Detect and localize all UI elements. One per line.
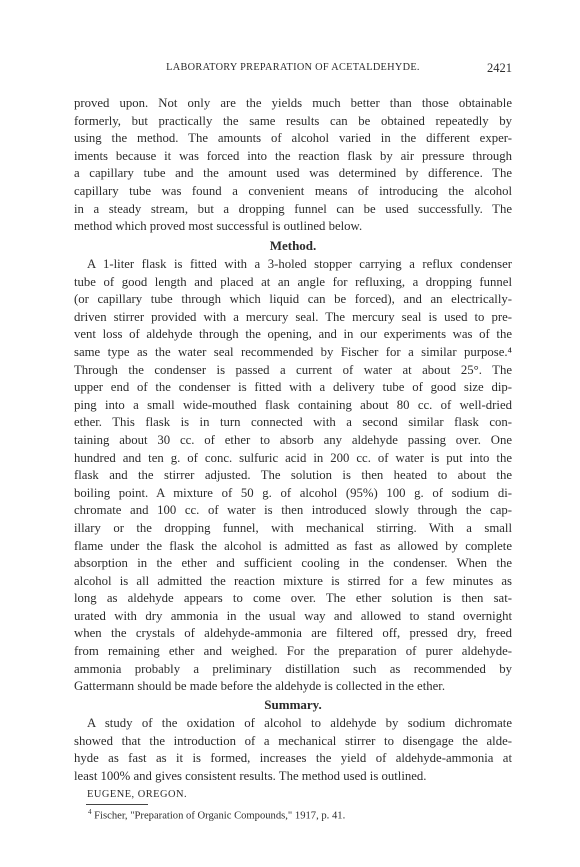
- text-line: ether. This flask is in turn connected with a second similar flask con-: [74, 415, 512, 430]
- text-line: driven stirrer provided with a mercury seal. The mercury seal is used to pre-: [74, 309, 512, 324]
- text-line: boiling point. A mixture of 50 g. of alcohol (95%) 100 g. of sodium di-: [74, 485, 512, 500]
- footnote-marker: 4: [88, 808, 92, 816]
- section-heading-method: Method.: [269, 238, 317, 253]
- text-line: upper end of the condenser is fitted with a delivery tube of good size dip-: [74, 380, 512, 395]
- text-line: iments because it was forced into the reaction flask by air pressure through: [74, 148, 512, 163]
- text-line: method which proved most successful is outlined below.: [74, 219, 363, 234]
- text-line: (or capillary tube through which liquid can be forced), and an electrically-: [74, 292, 512, 307]
- page-number: 2421: [487, 61, 512, 75]
- intro-paragraph: [74, 95, 512, 236]
- summary-section: [74, 695, 512, 785]
- text-line: long as aldehyde appears to come over. The ether solution is then sat-: [74, 591, 512, 606]
- running-head: [74, 62, 512, 78]
- text-line: Through the condenser is passed a current of water at about 25°. The: [74, 362, 512, 377]
- text-line: chromate and 100 cc. of water is then introduced slowly through the cap-: [74, 503, 512, 518]
- text-line: using the method. The amounts of alcohol varied in the different exper-: [74, 131, 512, 146]
- text-line: ammonia probably a preliminary distillation such as recommended by: [74, 661, 512, 676]
- text-line: hyde as fast as it is formed, increases the yield of aldehyde-ammonia at: [74, 751, 512, 766]
- text-line: in a steady stream, but a dropping funnel can be used successfully. The: [74, 201, 512, 216]
- text-line: showed that the introduction of a mechanical stirrer to disengage the alde-: [74, 733, 512, 748]
- text-line: taining about 30 cc. of ether to absorb any aldehyde passing over. One: [74, 432, 512, 447]
- text-line: formerly, but practically the same results can be obtained repeatedly by: [74, 113, 512, 128]
- text-line: A 1-liter flask is fitted with a 3-holed stopper carrying a reflux condenser: [87, 257, 512, 271]
- text-line: tube of good length and placed at an angle for refluxing, a dropping funnel: [74, 274, 512, 289]
- text-line: same type as the water seal recommended by Fischer for a similar purpose.⁴: [74, 344, 512, 359]
- text-line: A study of the oxidation of alcohol to aldehyde by sodium dichromate: [87, 716, 512, 730]
- text-line: Gattermann should be made before the aldehyde is collected in the ether.: [74, 679, 446, 694]
- text-line: least 100% and gives consistent results. The method used is outlined.: [74, 768, 427, 783]
- text-line: vent loss of aldehyde through the opening, and in our experiments was of the: [74, 327, 512, 342]
- text-line: flame under the flask the alcohol is admitted as fast as allowed by complete: [74, 538, 512, 553]
- text-line: absorption in the ether and sufficient cooling in the condenser. When the: [74, 556, 512, 571]
- footnote-text: Fischer, "Preparation of Organic Compounds," 1917, p. 41.: [94, 810, 346, 822]
- text-line: a capillary tube and the amount used was determined by difference. The: [74, 166, 512, 181]
- text-line: hundred and ten g. of conc. sulfuric acid in 200 cc. of water is put into the: [74, 450, 512, 465]
- text-line: alcohol is all admitted the reaction mixture is stirred for a few minutes as: [74, 573, 512, 588]
- text-line: from remaining ether and weighed. For the preparation of purer aldehyde-: [74, 644, 512, 659]
- author-location: EUGENE, OREGON.: [87, 789, 188, 800]
- running-title: LABORATORY PREPARATION OF ACETALDEHYDE.: [166, 62, 420, 73]
- footnote: [74, 805, 512, 820]
- text-line: illary or the dropping funnel, with mechanical stirring. With a small: [74, 520, 512, 535]
- text-line: capillary tube was found a convenient means of introducing the alcohol: [74, 183, 512, 198]
- end-matter: [74, 786, 512, 820]
- text-line: urated with dry ammonia in the usual way and allowed to stand overnight: [74, 608, 512, 623]
- text-line: ping into a small wide-mouthed flask containing about 80 cc. of well-dried: [74, 397, 512, 412]
- method-section: [74, 236, 512, 696]
- text-line: proved upon. Not only are the yields much better than those obtainable: [74, 96, 512, 110]
- text-line: flask and the stirrer adjusted. The solution is then heated to about the: [74, 468, 512, 483]
- section-heading-summary: Summary.: [264, 697, 322, 712]
- text-line: when the crystals of aldehyde-ammonia are filtered off, pressed dry, freed: [74, 626, 512, 641]
